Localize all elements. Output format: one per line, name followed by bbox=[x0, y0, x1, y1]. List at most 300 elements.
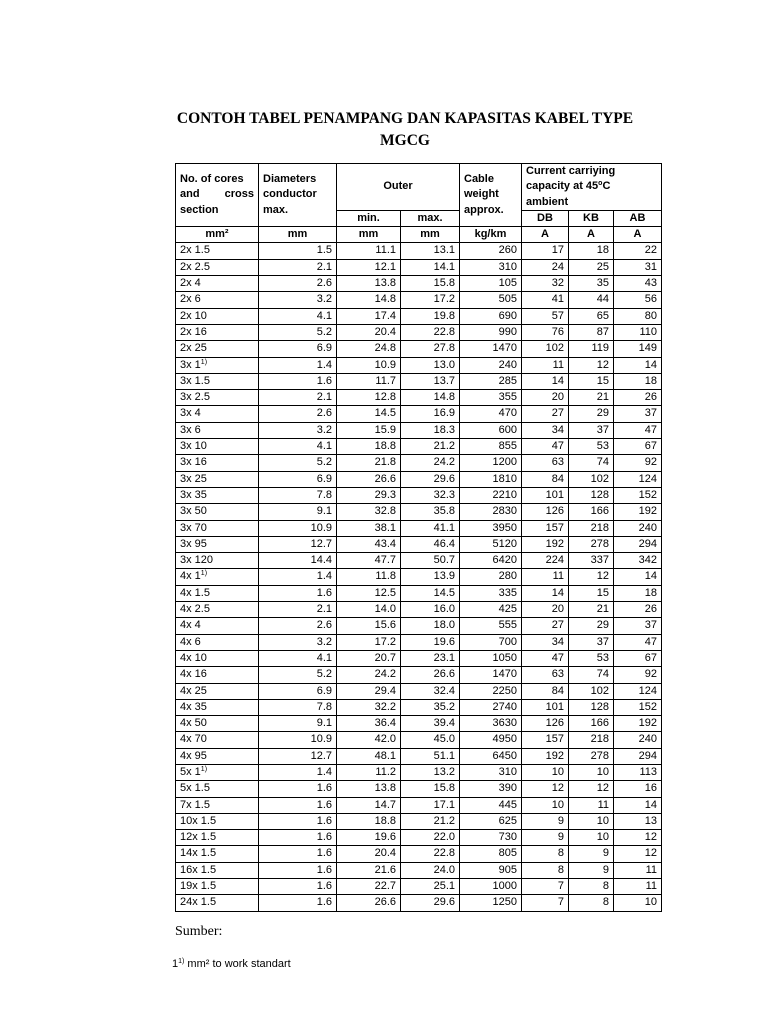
cores-cell: 4x 1.5 bbox=[176, 585, 259, 601]
value-cell: 87 bbox=[569, 324, 614, 340]
value-cell: 2740 bbox=[460, 699, 522, 715]
unit-cell: mm bbox=[259, 227, 337, 243]
header-cores: No. of cores and cross section bbox=[176, 164, 259, 227]
value-cell: 102 bbox=[569, 471, 614, 487]
cores-cell: 2x 2.5 bbox=[176, 259, 259, 275]
value-cell: 218 bbox=[569, 520, 614, 536]
value-cell: 20 bbox=[522, 390, 569, 406]
cores-cell: 4x 10 bbox=[176, 650, 259, 666]
cores-cell: 7x 1.5 bbox=[176, 797, 259, 813]
value-cell: 12 bbox=[569, 569, 614, 585]
header-kb: KB bbox=[569, 210, 614, 226]
cores-cell: 4x 50 bbox=[176, 716, 259, 732]
value-cell: 12.5 bbox=[337, 585, 401, 601]
value-cell: 690 bbox=[460, 308, 522, 324]
value-cell: 21.2 bbox=[401, 813, 460, 829]
value-cell: 1.6 bbox=[259, 797, 337, 813]
value-cell: 1.6 bbox=[259, 830, 337, 846]
value-cell: 355 bbox=[460, 390, 522, 406]
table-row bbox=[176, 487, 662, 503]
header-max: max. bbox=[401, 210, 460, 226]
header-current: Current carriying capacity at 45$^o$C ambient bbox=[522, 164, 662, 211]
value-cell: 294 bbox=[614, 748, 662, 764]
cores-cell: 3x 10 bbox=[176, 439, 259, 455]
value-cell: 27 bbox=[522, 618, 569, 634]
value-cell: 47 bbox=[614, 634, 662, 650]
table-row bbox=[176, 667, 662, 683]
value-cell: 12 bbox=[522, 781, 569, 797]
value-cell: 192 bbox=[522, 536, 569, 552]
value-cell: 6.9 bbox=[259, 683, 337, 699]
value-cell: 27 bbox=[522, 406, 569, 422]
value-cell: 29.3 bbox=[337, 487, 401, 503]
table-row bbox=[176, 813, 662, 829]
value-cell: 53 bbox=[569, 650, 614, 666]
table-row bbox=[176, 683, 662, 699]
cores-cell: 4x 95 bbox=[176, 748, 259, 764]
value-cell: 260 bbox=[460, 243, 522, 259]
table-row bbox=[176, 390, 662, 406]
value-cell: 192 bbox=[614, 504, 662, 520]
value-cell: 310 bbox=[460, 259, 522, 275]
footnote-marker: 1) bbox=[200, 358, 208, 366]
value-cell: 6.9 bbox=[259, 341, 337, 357]
table-row bbox=[176, 797, 662, 813]
value-cell: 9 bbox=[569, 846, 614, 862]
value-cell: 1.6 bbox=[259, 846, 337, 862]
value-cell: 38.1 bbox=[337, 520, 401, 536]
cores-cell: 3x 1.5 bbox=[176, 373, 259, 389]
value-cell: 34 bbox=[522, 422, 569, 438]
cores-cell: 3x 50 bbox=[176, 504, 259, 520]
table-row bbox=[176, 862, 662, 878]
value-cell: 42.0 bbox=[337, 732, 401, 748]
value-cell: 13.8 bbox=[337, 276, 401, 292]
cores-cell: 4x 70 bbox=[176, 732, 259, 748]
value-cell: 192 bbox=[522, 748, 569, 764]
value-cell: 470 bbox=[460, 406, 522, 422]
value-cell: 37 bbox=[569, 634, 614, 650]
value-cell: 29.4 bbox=[337, 683, 401, 699]
value-cell: 1.6 bbox=[259, 862, 337, 878]
value-cell: 23.1 bbox=[401, 650, 460, 666]
table-row bbox=[176, 569, 662, 585]
table-row bbox=[176, 846, 662, 862]
value-cell: 2250 bbox=[460, 683, 522, 699]
value-cell: 46.4 bbox=[401, 536, 460, 552]
unit-cell: A bbox=[569, 227, 614, 243]
table-row bbox=[176, 373, 662, 389]
value-cell: 32.4 bbox=[401, 683, 460, 699]
value-cell: 18 bbox=[614, 585, 662, 601]
unit-cell: A bbox=[614, 227, 662, 243]
value-cell: 74 bbox=[569, 455, 614, 471]
value-cell: 37 bbox=[614, 406, 662, 422]
value-cell: 5.2 bbox=[259, 667, 337, 683]
value-cell: 13.1 bbox=[401, 243, 460, 259]
table-row bbox=[176, 748, 662, 764]
value-cell: 101 bbox=[522, 487, 569, 503]
value-cell: 17 bbox=[522, 243, 569, 259]
value-cell: 21.2 bbox=[401, 439, 460, 455]
value-cell: 48.1 bbox=[337, 748, 401, 764]
value-cell: 15.6 bbox=[337, 618, 401, 634]
header-min: min. bbox=[337, 210, 401, 226]
value-cell: 20.7 bbox=[337, 650, 401, 666]
cores-cell: 2x 6 bbox=[176, 292, 259, 308]
value-cell: 19.6 bbox=[401, 634, 460, 650]
value-cell: 13 bbox=[614, 813, 662, 829]
value-cell: 43.4 bbox=[337, 536, 401, 552]
value-cell: 7 bbox=[522, 879, 569, 895]
value-cell: 1000 bbox=[460, 879, 522, 895]
value-cell: 16.0 bbox=[401, 602, 460, 618]
value-cell: 21.6 bbox=[337, 862, 401, 878]
unit-cell: mm bbox=[337, 227, 401, 243]
value-cell: 26.6 bbox=[337, 471, 401, 487]
value-cell: 101 bbox=[522, 699, 569, 715]
table-row bbox=[176, 406, 662, 422]
value-cell: 2.1 bbox=[259, 259, 337, 275]
table-row bbox=[176, 357, 662, 373]
value-cell: 3950 bbox=[460, 520, 522, 536]
value-cell: 47 bbox=[614, 422, 662, 438]
value-cell: 10 bbox=[569, 764, 614, 780]
value-cell: 166 bbox=[569, 716, 614, 732]
table-row bbox=[176, 895, 662, 911]
value-cell: 7.8 bbox=[259, 487, 337, 503]
header-ab: AB bbox=[614, 210, 662, 226]
value-cell: 13.8 bbox=[337, 781, 401, 797]
cores-cell: 3x 95 bbox=[176, 536, 259, 552]
value-cell: 3.2 bbox=[259, 422, 337, 438]
value-cell: 92 bbox=[614, 667, 662, 683]
value-cell: 19.6 bbox=[337, 830, 401, 846]
value-cell: 8 bbox=[569, 879, 614, 895]
unit-cell: mm² bbox=[176, 227, 259, 243]
value-cell: 8 bbox=[569, 895, 614, 911]
value-cell: 63 bbox=[522, 455, 569, 471]
value-cell: 35 bbox=[569, 276, 614, 292]
table-row bbox=[176, 634, 662, 650]
cores-cell: 2x 1.5 bbox=[176, 243, 259, 259]
value-cell: 990 bbox=[460, 324, 522, 340]
value-cell: 20.4 bbox=[337, 846, 401, 862]
value-cell: 11 bbox=[522, 357, 569, 373]
cores-cell: 3x 1$^{1)}$ bbox=[176, 357, 259, 373]
value-cell: 14.7 bbox=[337, 797, 401, 813]
value-cell: 18 bbox=[614, 373, 662, 389]
value-cell: 25.1 bbox=[401, 879, 460, 895]
value-cell: 224 bbox=[522, 553, 569, 569]
cores-cell: 19x 1.5 bbox=[176, 879, 259, 895]
value-cell: 730 bbox=[460, 830, 522, 846]
value-cell: 50.7 bbox=[401, 553, 460, 569]
value-cell: 6.9 bbox=[259, 471, 337, 487]
value-cell: 1.6 bbox=[259, 373, 337, 389]
value-cell: 124 bbox=[614, 471, 662, 487]
table-row bbox=[176, 781, 662, 797]
table-row bbox=[176, 716, 662, 732]
value-cell: 29 bbox=[569, 406, 614, 422]
value-cell: 14.5 bbox=[337, 406, 401, 422]
value-cell: 240 bbox=[614, 732, 662, 748]
value-cell: 119 bbox=[569, 341, 614, 357]
value-cell: 14 bbox=[614, 357, 662, 373]
value-cell: 113 bbox=[614, 764, 662, 780]
value-cell: 278 bbox=[569, 536, 614, 552]
value-cell: 9 bbox=[522, 830, 569, 846]
cores-cell: 3x 35 bbox=[176, 487, 259, 503]
table-row bbox=[176, 243, 662, 259]
cores-cell: 2x 25 bbox=[176, 341, 259, 357]
table-row bbox=[176, 504, 662, 520]
table-row bbox=[176, 292, 662, 308]
value-cell: 10.9 bbox=[259, 732, 337, 748]
value-cell: 14.1 bbox=[401, 259, 460, 275]
value-cell: 32.3 bbox=[401, 487, 460, 503]
value-cell: 41.1 bbox=[401, 520, 460, 536]
value-cell: 1.4 bbox=[259, 764, 337, 780]
table-row bbox=[176, 471, 662, 487]
value-cell: 18.8 bbox=[337, 813, 401, 829]
value-cell: 8 bbox=[522, 846, 569, 862]
cores-cell: 4x 4 bbox=[176, 618, 259, 634]
value-cell: 14.4 bbox=[259, 553, 337, 569]
value-cell: 855 bbox=[460, 439, 522, 455]
value-cell: 26 bbox=[614, 602, 662, 618]
value-cell: 152 bbox=[614, 699, 662, 715]
value-cell: 44 bbox=[569, 292, 614, 308]
value-cell: 1.5 bbox=[259, 243, 337, 259]
cores-cell: 4x 25 bbox=[176, 683, 259, 699]
value-cell: 35.2 bbox=[401, 699, 460, 715]
unit-cell: mm bbox=[401, 227, 460, 243]
value-cell: 18.3 bbox=[401, 422, 460, 438]
value-cell: 39.4 bbox=[401, 716, 460, 732]
value-cell: 76 bbox=[522, 324, 569, 340]
header-outer: Outer bbox=[337, 164, 460, 211]
value-cell: 67 bbox=[614, 650, 662, 666]
value-cell: 47 bbox=[522, 650, 569, 666]
value-cell: 27.8 bbox=[401, 341, 460, 357]
value-cell: 1.6 bbox=[259, 781, 337, 797]
value-cell: 1200 bbox=[460, 455, 522, 471]
footnote-marker: 1) bbox=[178, 958, 185, 965]
value-cell: 24.2 bbox=[337, 667, 401, 683]
value-cell: 905 bbox=[460, 862, 522, 878]
value-cell: 32 bbox=[522, 276, 569, 292]
value-cell: 18 bbox=[569, 243, 614, 259]
value-cell: 24.8 bbox=[337, 341, 401, 357]
value-cell: 14.5 bbox=[401, 585, 460, 601]
table-row bbox=[176, 699, 662, 715]
value-cell: 14.8 bbox=[337, 292, 401, 308]
value-cell: 700 bbox=[460, 634, 522, 650]
cores-cell: 14x 1.5 bbox=[176, 846, 259, 862]
value-cell: 128 bbox=[569, 487, 614, 503]
value-cell: 1470 bbox=[460, 341, 522, 357]
value-cell: 10.9 bbox=[337, 357, 401, 373]
cores-cell: 4x 35 bbox=[176, 699, 259, 715]
value-cell: 1.4 bbox=[259, 357, 337, 373]
footnote-marker: 1) bbox=[200, 570, 208, 578]
value-cell: 21 bbox=[569, 390, 614, 406]
value-cell: 16.9 bbox=[401, 406, 460, 422]
value-cell: 15.8 bbox=[401, 276, 460, 292]
value-cell: 20 bbox=[522, 602, 569, 618]
value-cell: 37 bbox=[614, 618, 662, 634]
value-cell: 13.0 bbox=[401, 357, 460, 373]
cores-cell: 4x 6 bbox=[176, 634, 259, 650]
cores-cell: 5x 1.5 bbox=[176, 781, 259, 797]
value-cell: 126 bbox=[522, 504, 569, 520]
source-label: Sumber: bbox=[175, 924, 223, 939]
units-row bbox=[176, 227, 662, 243]
value-cell: 12.7 bbox=[259, 748, 337, 764]
value-cell: 26.6 bbox=[337, 895, 401, 911]
value-cell: 24.2 bbox=[401, 455, 460, 471]
value-cell: 11.8 bbox=[337, 569, 401, 585]
value-cell: 45.0 bbox=[401, 732, 460, 748]
value-cell: 7 bbox=[522, 895, 569, 911]
value-cell: 84 bbox=[522, 683, 569, 699]
value-cell: 37 bbox=[569, 422, 614, 438]
value-cell: 17.4 bbox=[337, 308, 401, 324]
value-cell: 2.6 bbox=[259, 276, 337, 292]
value-cell: 21 bbox=[569, 602, 614, 618]
table-row bbox=[176, 879, 662, 895]
value-cell: 335 bbox=[460, 585, 522, 601]
table-row bbox=[176, 341, 662, 357]
value-cell: 41 bbox=[522, 292, 569, 308]
value-cell: 9.1 bbox=[259, 504, 337, 520]
value-cell: 36.4 bbox=[337, 716, 401, 732]
value-cell: 15.8 bbox=[401, 781, 460, 797]
value-cell: 5.2 bbox=[259, 455, 337, 471]
cores-cell: 3x 4 bbox=[176, 406, 259, 422]
value-cell: 2830 bbox=[460, 504, 522, 520]
value-cell: 15 bbox=[569, 585, 614, 601]
value-cell: 278 bbox=[569, 748, 614, 764]
value-cell: 157 bbox=[522, 520, 569, 536]
value-cell: 20.4 bbox=[337, 324, 401, 340]
value-cell: 625 bbox=[460, 813, 522, 829]
table-row bbox=[176, 324, 662, 340]
value-cell: 12.8 bbox=[337, 390, 401, 406]
table-row bbox=[176, 602, 662, 618]
value-cell: 1810 bbox=[460, 471, 522, 487]
value-cell: 6420 bbox=[460, 553, 522, 569]
value-cell: 12 bbox=[569, 357, 614, 373]
value-cell: 240 bbox=[460, 357, 522, 373]
table-row bbox=[176, 439, 662, 455]
value-cell: 47 bbox=[522, 439, 569, 455]
cores-cell: 3x 120 bbox=[176, 553, 259, 569]
value-cell: 4.1 bbox=[259, 439, 337, 455]
value-cell: 26.6 bbox=[401, 667, 460, 683]
value-cell: 124 bbox=[614, 683, 662, 699]
value-cell: 1.4 bbox=[259, 569, 337, 585]
value-cell: 16 bbox=[614, 781, 662, 797]
table-row bbox=[176, 732, 662, 748]
value-cell: 15 bbox=[569, 373, 614, 389]
value-cell: 110 bbox=[614, 324, 662, 340]
value-cell: 445 bbox=[460, 797, 522, 813]
value-cell: 15.9 bbox=[337, 422, 401, 438]
cores-cell: 5x 1$^{1)}$ bbox=[176, 764, 259, 780]
value-cell: 3630 bbox=[460, 716, 522, 732]
footnote-marker: 1) bbox=[200, 765, 208, 773]
value-cell: 10 bbox=[569, 813, 614, 829]
table-row bbox=[176, 553, 662, 569]
header-diameter: Diameters conductor max. bbox=[259, 164, 337, 227]
value-cell: 18.8 bbox=[337, 439, 401, 455]
value-cell: 47.7 bbox=[337, 553, 401, 569]
value-cell: 1250 bbox=[460, 895, 522, 911]
value-cell: 17.2 bbox=[337, 634, 401, 650]
value-cell: 157 bbox=[522, 732, 569, 748]
table-row bbox=[176, 830, 662, 846]
cores-cell: 4x 1$^{1)}$ bbox=[176, 569, 259, 585]
value-cell: 22.8 bbox=[401, 324, 460, 340]
value-cell: 5120 bbox=[460, 536, 522, 552]
value-cell: 1.6 bbox=[259, 895, 337, 911]
table-row bbox=[176, 276, 662, 292]
value-cell: 13.7 bbox=[401, 373, 460, 389]
value-cell: 600 bbox=[460, 422, 522, 438]
value-cell: 22.7 bbox=[337, 879, 401, 895]
value-cell: 13.2 bbox=[401, 764, 460, 780]
value-cell: 11 bbox=[614, 879, 662, 895]
table-row bbox=[176, 455, 662, 471]
value-cell: 11 bbox=[614, 862, 662, 878]
value-cell: 3.2 bbox=[259, 634, 337, 650]
value-cell: 25 bbox=[569, 259, 614, 275]
value-cell: 57 bbox=[522, 308, 569, 324]
value-cell: 53 bbox=[569, 439, 614, 455]
value-cell: 10 bbox=[522, 797, 569, 813]
value-cell: 18.0 bbox=[401, 618, 460, 634]
value-cell: 17.2 bbox=[401, 292, 460, 308]
value-cell: 14 bbox=[522, 373, 569, 389]
header-weight: Cable weight approx. bbox=[460, 164, 522, 227]
cores-cell: 12x 1.5 bbox=[176, 830, 259, 846]
value-cell: 9 bbox=[569, 862, 614, 878]
value-cell: 56 bbox=[614, 292, 662, 308]
value-cell: 13.9 bbox=[401, 569, 460, 585]
value-cell: 22.0 bbox=[401, 830, 460, 846]
value-cell: 10.9 bbox=[259, 520, 337, 536]
value-cell: 11 bbox=[522, 569, 569, 585]
value-cell: 390 bbox=[460, 781, 522, 797]
value-cell: 26 bbox=[614, 390, 662, 406]
value-cell: 5.2 bbox=[259, 324, 337, 340]
value-cell: 280 bbox=[460, 569, 522, 585]
value-cell: 1.6 bbox=[259, 879, 337, 895]
value-cell: 1.6 bbox=[259, 585, 337, 601]
value-cell: 11.7 bbox=[337, 373, 401, 389]
table-row bbox=[176, 618, 662, 634]
value-cell: 32.2 bbox=[337, 699, 401, 715]
value-cell: 22.8 bbox=[401, 846, 460, 862]
cores-cell: 3x 2.5 bbox=[176, 390, 259, 406]
footnote-base: 1 bbox=[172, 958, 179, 970]
value-cell: 12 bbox=[614, 846, 662, 862]
table-row bbox=[176, 520, 662, 536]
cores-cell: 3x 25 bbox=[176, 471, 259, 487]
value-cell: 102 bbox=[569, 683, 614, 699]
